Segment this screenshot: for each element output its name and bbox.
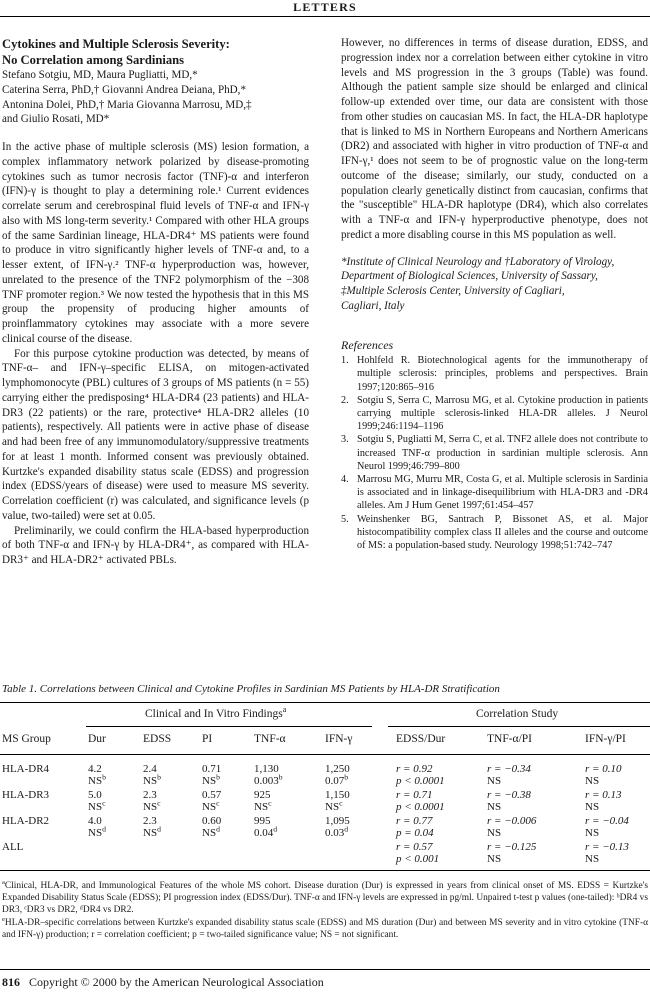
reference-text: Weinshenker BG, Santrach P, Bissonet AS, et al. Major histocompatibility complex class II alleles and the course and outcome of MS: a population-based study. Neurology 1998;51:742–747 [357, 513, 648, 552]
column-header: PI [202, 733, 213, 745]
table-cell: $NS^b$ [143, 772, 161, 787]
reference-number: 1. [341, 355, 349, 367]
author-line: Antonina Dolei, PhD,† Maria Giovanna Marrosu, MD,‡ [2, 98, 252, 111]
paragraph: However, no differences in terms of disease duration, EDSS, and progression index nor a correlation between either cytokine in vitro levels and MS progression in the 3 groups (Table) was found. Although the patient sample size should be enlarged and clinical follow-up extended over time, our data are consistent with those from other studies on caucasian MS. In fact, the HLA-DR haplotype that is linked to MS in Northern Europeans and Northern Americans (DR2) and associated with higher in vitro production of TNF-α and IFN-γ,¹ does not seem to be of prognostic value on the long-term outcome of the disease; similarly, our study, conducted on a population clearly genetically distinct from caucasian, confirms that the "susceptible" HLA-DR haplotype (DR4), which also correlates with a TNF-α and IFN-γ hyperproductive phenotype, does not predict a more disabling course in this MS population as well. [341, 37, 648, 241]
table-cell: 925 [254, 789, 271, 801]
group-rule-clinical [86, 726, 372, 727]
table-cell: r = −0.38 [487, 789, 531, 801]
reference-list [341, 354, 648, 552]
author-line: Caterina Serra, PhD,† Giovanni Andrea Deiana, PhD,* [2, 83, 247, 96]
table-cell: 1,130 [254, 763, 279, 775]
table-cell: r = −0.04 [585, 815, 629, 827]
table-cell: p < 0.0001 [396, 801, 445, 813]
group-heading-correlation: Correlation Study [476, 708, 559, 720]
group-rule-correlation [388, 726, 650, 727]
table-cell: r = −0.34 [487, 763, 531, 775]
letter-title [2, 36, 309, 68]
reference-text: Hohlfeld R. Biotechnological agents for the immunotherapy of multiple sclerosis: principles, problems and perspectives. Brain 1997;120:865–916 [357, 355, 648, 393]
title-line: No Correlation among Sardinians [2, 53, 185, 67]
column-header: TNF-α/PI [487, 733, 533, 745]
table-cell: r = 0.92 [396, 763, 433, 775]
table-cell: r = 0.77 [396, 815, 433, 827]
table-cell: NS [487, 801, 502, 813]
table-row-group: ALL [2, 841, 24, 853]
footnote: $^a$Clinical, HLA-DR, and Immunological Features of the whole MS cohort. Disease duration (Dur) is expressed in years from clinical onset of MS. EDSS = Kurtzke's Expanded Disability Status Scale (EDSS); PI progression index (EDSS/Dur). TNF-α and IFN-γ levels are expressed in pg/ml. Unpaired t-test p values (one-tailed): ᵇDR4 vs DR3, ᶜDR3 vs DR2, ᵈDR4 vs DR2. [2, 878, 648, 915]
table-cell: $NS^c$ [202, 798, 220, 813]
reference-number: 4. [341, 474, 349, 486]
table-cell: $NS^c$ [325, 798, 343, 813]
table-cell: p < 0.001 [396, 853, 440, 865]
column-header: Dur [88, 733, 106, 745]
table-cell: $NS^b$ [202, 772, 220, 787]
table-bottom-rule [0, 870, 650, 871]
column-header: EDSS [143, 733, 172, 745]
page-footer [2, 975, 324, 989]
group-heading-clinical: Clinical and In Vitro Findings$^a$ [145, 705, 287, 720]
column-header: IFN-γ/PI [585, 733, 626, 745]
table-cell: r = 0.13 [585, 789, 622, 801]
table-cell: r = 0.57 [396, 841, 433, 853]
affiliations [341, 255, 648, 314]
reference-number: 3. [341, 434, 349, 446]
table-cell: 0.71 [202, 763, 222, 775]
table-row-group: HLA-DR2 [2, 815, 50, 827]
reference-number: 2. [341, 394, 349, 406]
reference-item [341, 473, 648, 513]
left-column [2, 36, 309, 568]
table-cell: NS [585, 775, 600, 787]
header-rule [0, 16, 650, 17]
table-cell: 0.003$^b$ [254, 772, 283, 787]
table-cell: $NS^b$ [88, 772, 106, 787]
table-cell: $NS^c$ [143, 798, 161, 813]
table-cell: 0.04$^d$ [254, 824, 278, 839]
table-cell: $NS^d$ [88, 824, 106, 839]
column-header: TNF-α [254, 733, 286, 745]
table-cell: 0.07$^b$ [325, 772, 349, 787]
section-title: LETTERS [293, 0, 357, 14]
column-header: MS Group [2, 733, 51, 745]
table-cell: r = −0.006 [487, 815, 537, 827]
right-column [341, 36, 648, 552]
table-footnotes [2, 880, 648, 942]
table-cell: r = −0.13 [585, 841, 629, 853]
page-number: 816 [2, 975, 20, 989]
header-bottom-rule [0, 754, 650, 755]
reference-item [341, 394, 648, 434]
table-cell: NS [487, 853, 502, 865]
paragraph: In the active phase of multiple sclerosis (MS) lesion formation, a complex inflammatory network polarized by disease-promoting cytokines such as tumor necrosis factor (TNF)-α and interferon (IFN)-γ is thought to play a determining role.¹ Current evidences correlate serum and cerebrospinal fluid levels of TNF-α and IFN-γ also with MS long-term severity.¹ Compared with other HLA groups of the same Sardinian lineage, HLA-DR4⁺ MS patients were found to produce in vitro significantly higher levels of TNF-α and, to a lesser extent, of IFN-γ.² TNF-α hyperproduction was, however, unrelated to the presence of the TNF2 polymorphism of the −308 TNF promoter region.³ We now tested the hypothesis that in this MS group the propensity of producing higher amounts of proinflammatory cytokines may associate with a more severe clinical course of the disease. [2, 141, 309, 345]
reference-item [341, 433, 648, 473]
table-cell: 1,250 [325, 763, 350, 775]
affiliation-line: Cagliari, Italy [341, 299, 405, 312]
table-cell: NS [487, 775, 502, 787]
table-cell: 5.0 [88, 789, 102, 801]
table-cell: r = 0.10 [585, 763, 622, 775]
reference-number: 5. [341, 513, 349, 525]
title-line: Cytokines and Multiple Sclerosis Severity: [2, 37, 230, 51]
table-cell: 1,095 [325, 815, 350, 827]
table-cell: 0.03$^d$ [325, 824, 349, 839]
table-cell: NS [487, 827, 502, 839]
affiliation-line: ‡Multiple Sclerosis Center, University of Cagliari, [341, 285, 565, 297]
table-top-rule [0, 702, 650, 703]
table-cell: 0.60 [202, 815, 222, 827]
footnote: $^e$HLA-DR–specific correlations between Kurtzke's expanded disability status scale (EDSS) and MS duration (Dur) and between MS severity and in vitro cytokine (TNF-α and IFN-γ) production; r = correlation coefficient; p = two-tailed significance value; NS = not significant. [2, 915, 648, 940]
column-header: EDSS/Dur [396, 733, 446, 745]
table-cell: 0.57 [202, 789, 222, 801]
table-cell: $NS^d$ [202, 824, 220, 839]
copyright-notice: Copyright © 2000 by the American Neurological Association [29, 975, 324, 989]
references-heading: References [341, 337, 394, 352]
table-row-group: HLA-DR4 [2, 763, 50, 775]
affiliation-line: *Institute of Clinical Neurology and †Laboratory of Virology, [341, 255, 615, 268]
table-cell: 4.0 [88, 815, 102, 827]
table-cell: 1,150 [325, 789, 350, 801]
table-cell: $NS^c$ [88, 798, 106, 813]
reference-text: Sotgiu S, Serra C, Marrosu MG, et al. Cytokine production in patients carrying multiple sclerosis-linked HLA-DR alleles. J Neurol 1999;246:1194–1196 [357, 394, 648, 433]
reference-text: Sotgiu S, Pugliatti M, Serra C, et al. TNF2 allele does not contribute to increased TNF-α production in sardinian multiple sclerosis. Ann Neurol 1999;46:799–800 [357, 434, 648, 472]
table-cell: 995 [254, 815, 271, 827]
paragraph: For this purpose cytokine production was detected, by means of TNF-α– and IFN-γ–specific ELISA, on mitogen-activated lymphomonocyte (PBL) cultures of 3 groups of MS patients (n = 55) carrying either the predisposing⁴ HLA-DR4 (23 patients) and HLA-DR3 (22 patients) or the rare, protective⁴ HLA-DR2 alleles (10 patients), respectively. All patients were in active phase of disease and had been free of any immunomodulatory/suppressive treatments for at least 1 month. Informed consent was previously obtained. Kurtzke's expanded disability status scale (EDSS) and progression index (EDSS/years of disease) were used to measure MS severity. Correlation coefficient (r) was calculated, and significance levels (p value, two-tailed) were set at 0.05. [2, 347, 309, 522]
table-cell: 2.3 [143, 815, 157, 827]
table-cell: $NS^d$ [143, 824, 161, 839]
author-line: Stefano Sotgiu, MD, Maura Pugliatti, MD,* [2, 69, 198, 81]
paragraph: Preliminarily, we could confirm the HLA-based hyperproduction of both TNF-α and IFN-γ by HLA-DR4⁺, as compared with HLA-DR3⁺ and HLA-DR2⁺ activated PBLs. [2, 524, 309, 566]
table-cell: NS [585, 853, 600, 865]
table-cell: $NS^c$ [254, 798, 272, 813]
table-cell: p = 0.04 [396, 827, 434, 839]
table-cell: NS [585, 827, 600, 839]
reference-item [341, 354, 648, 394]
table-cell: 4.2 [88, 763, 102, 775]
author-list [2, 68, 309, 127]
table-caption: Table 1. Correlations between Clinical and Cytokine Profiles in Sardinian MS Patients by HLA-DR Stratification [2, 683, 500, 695]
table-cell: p < 0.0001 [396, 775, 445, 787]
column-header: IFN-γ [325, 733, 353, 745]
table-cell: r = 0.71 [396, 789, 433, 801]
affiliation-line: Department of Biological Sciences, University of Sassary, [341, 270, 598, 283]
table-row-group: HLA-DR3 [2, 789, 50, 801]
table-cell: NS [585, 801, 600, 813]
table-cell: 2.3 [143, 789, 157, 801]
footer-rule [0, 969, 650, 970]
author-line: and Giulio Rosati, MD* [2, 113, 110, 126]
table-cell: 2.4 [143, 763, 157, 775]
reference-item [341, 513, 648, 553]
table-cell: r = −0.125 [487, 841, 537, 853]
reference-text: Marrosu MG, Murru MR, Costa G, et al. Multiple sclerosis in Sardinia is associated and in linkage-disequilibrium with HLA-DR3 and -DR4 alleles. Am J Hum Genet 1997;61:454–457 [357, 474, 648, 512]
